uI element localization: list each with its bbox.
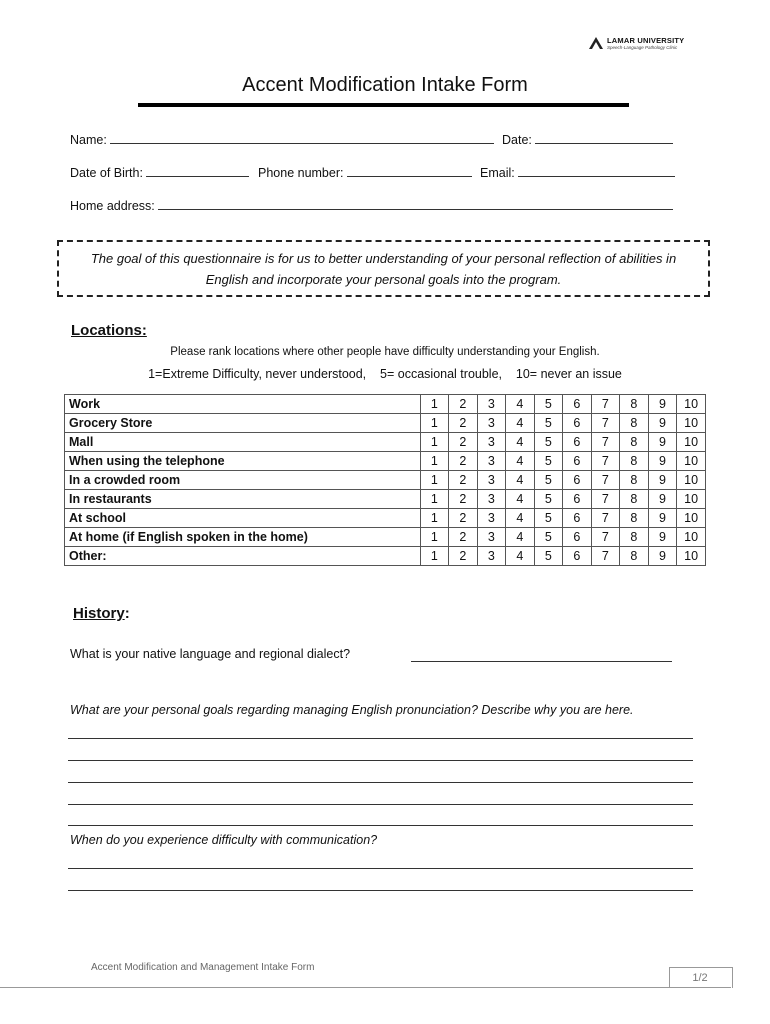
rating-option[interactable]: 9 <box>648 395 677 414</box>
rating-option[interactable]: 6 <box>563 528 592 547</box>
dob-field[interactable] <box>146 164 249 177</box>
rating-option[interactable]: 6 <box>563 414 592 433</box>
goals-answer-line[interactable] <box>68 782 693 783</box>
rating-option[interactable]: 10 <box>677 471 706 490</box>
rating-option[interactable]: 5 <box>534 509 563 528</box>
phone-field[interactable] <box>347 164 472 177</box>
rating-option[interactable]: 4 <box>506 433 535 452</box>
rating-option[interactable]: 6 <box>563 547 592 566</box>
location-label: At home (if English spoken in the home) <box>65 528 421 547</box>
footer-text: Accent Modification and Management Intake Form <box>91 962 315 973</box>
location-row <box>65 471 706 490</box>
rating-option[interactable]: 2 <box>449 509 478 528</box>
rating-option[interactable]: 4 <box>506 471 535 490</box>
rating-option[interactable]: 10 <box>677 490 706 509</box>
rating-option[interactable]: 1 <box>420 528 449 547</box>
rating-option[interactable]: 6 <box>563 452 592 471</box>
rating-option[interactable]: 8 <box>620 528 649 547</box>
rating-option[interactable]: 7 <box>591 395 620 414</box>
goal-note <box>57 248 710 290</box>
rating-option[interactable]: 4 <box>506 395 535 414</box>
location-label: Grocery Store <box>65 414 421 433</box>
rating-option[interactable]: 5 <box>534 395 563 414</box>
rating-option[interactable]: 2 <box>449 471 478 490</box>
rating-option[interactable]: 10 <box>677 528 706 547</box>
rating-option[interactable]: 9 <box>648 490 677 509</box>
rating-option[interactable]: 9 <box>648 547 677 566</box>
rating-option[interactable]: 2 <box>449 490 478 509</box>
address-label: Home address: <box>70 199 155 213</box>
rating-option[interactable]: 5 <box>534 528 563 547</box>
goals-answer-line[interactable] <box>68 804 693 805</box>
location-row <box>65 547 706 566</box>
rating-option[interactable]: 7 <box>591 509 620 528</box>
rating-option[interactable]: 4 <box>506 528 535 547</box>
name-row <box>70 131 494 147</box>
page-number: 1/2 <box>692 972 708 984</box>
locations-heading <box>71 322 147 339</box>
rating-option[interactable]: 8 <box>620 395 649 414</box>
rating-option[interactable]: 5 <box>534 471 563 490</box>
location-label: At school <box>65 509 421 528</box>
history-heading-text: History <box>73 605 125 622</box>
rating-option[interactable]: 6 <box>563 471 592 490</box>
rating-option[interactable]: 9 <box>648 528 677 547</box>
rating-option[interactable]: 1 <box>420 471 449 490</box>
rating-option[interactable]: 3 <box>477 528 506 547</box>
rating-option[interactable]: 1 <box>420 509 449 528</box>
university-seal-icon <box>588 36 604 50</box>
locations-instruction: Please rank locations where other people have difficulty understanding your English. <box>170 346 600 358</box>
rating-option[interactable]: 9 <box>648 414 677 433</box>
rating-option[interactable]: 2 <box>449 395 478 414</box>
location-row <box>65 490 706 509</box>
page-title: Accent Modification Intake Form <box>242 74 528 96</box>
rating-option[interactable]: 2 <box>449 414 478 433</box>
address-row <box>70 197 673 213</box>
rating-option[interactable]: 3 <box>477 414 506 433</box>
rating-option[interactable]: 10 <box>677 433 706 452</box>
name-label: Name: <box>70 133 107 147</box>
rating-option[interactable]: 3 <box>477 452 506 471</box>
rating-option[interactable]: 8 <box>620 490 649 509</box>
university-logo <box>588 34 688 56</box>
location-row <box>65 452 706 471</box>
rating-option[interactable]: 3 <box>477 547 506 566</box>
goals-answer-line[interactable] <box>68 760 693 761</box>
goals-answer-line[interactable] <box>68 738 693 739</box>
rating-option[interactable]: 9 <box>648 509 677 528</box>
rating-option[interactable]: 8 <box>620 414 649 433</box>
native-language-field[interactable] <box>411 661 672 662</box>
rating-option[interactable]: 6 <box>563 490 592 509</box>
location-label: Other: <box>65 547 421 566</box>
rating-option[interactable]: 1 <box>420 490 449 509</box>
rating-option[interactable]: 10 <box>677 509 706 528</box>
history-heading-colon: : <box>124 605 130 622</box>
rating-option[interactable]: 6 <box>563 509 592 528</box>
rating-option[interactable]: 8 <box>620 452 649 471</box>
rating-option[interactable]: 7 <box>591 452 620 471</box>
rating-option[interactable]: 3 <box>477 433 506 452</box>
address-field[interactable] <box>158 197 673 210</box>
footer-rule <box>0 987 731 988</box>
rating-option[interactable]: 9 <box>648 452 677 471</box>
date-field[interactable] <box>535 131 673 144</box>
phone-label: Phone number: <box>258 166 344 180</box>
rating-option[interactable]: 4 <box>506 414 535 433</box>
difficulty-answer-line[interactable] <box>68 890 693 891</box>
date-row <box>502 131 673 147</box>
rating-option[interactable]: 5 <box>534 452 563 471</box>
rating-option[interactable]: 9 <box>648 433 677 452</box>
rating-option[interactable]: 10 <box>677 414 706 433</box>
location-row <box>65 433 706 452</box>
rating-option[interactable]: 4 <box>506 490 535 509</box>
history-heading <box>73 605 130 622</box>
rating-option[interactable]: 5 <box>534 433 563 452</box>
difficulty-question: When do you experience difficulty with communication? <box>70 833 378 847</box>
title-underline <box>138 103 629 107</box>
logo-name: LAMAR UNIVERSITY <box>607 36 685 45</box>
logo-subtitle: Speech-Language Pathology Clinic <box>607 45 678 50</box>
location-label: When using the telephone <box>65 452 421 471</box>
location-row <box>65 509 706 528</box>
location-row <box>65 414 706 433</box>
rating-option[interactable]: 1 <box>420 395 449 414</box>
rating-option[interactable]: 3 <box>477 509 506 528</box>
native-language-question: What is your native language and regional dialect? <box>70 647 351 661</box>
locations-rating-table <box>64 394 706 566</box>
rating-option[interactable]: 3 <box>477 490 506 509</box>
email-row <box>480 164 675 180</box>
rating-option[interactable]: 2 <box>449 433 478 452</box>
date-label: Date: <box>502 133 532 147</box>
locations-heading-text: Locations: <box>71 322 147 339</box>
rating-option[interactable]: 6 <box>563 395 592 414</box>
rating-option[interactable]: 8 <box>620 471 649 490</box>
rating-option[interactable]: 2 <box>449 452 478 471</box>
location-label: In restaurants <box>65 490 421 509</box>
rating-option[interactable]: 7 <box>591 528 620 547</box>
email-label: Email: <box>480 166 515 180</box>
rating-option[interactable]: 7 <box>591 414 620 433</box>
rating-option[interactable]: 7 <box>591 547 620 566</box>
rating-option[interactable]: 4 <box>506 509 535 528</box>
name-field[interactable] <box>110 131 494 144</box>
goal-note-line1: The goal of this questionnaire is for us to better understanding of your personal reflection of abilities in <box>90 251 677 266</box>
rating-option[interactable]: 1 <box>420 452 449 471</box>
rating-option[interactable]: 10 <box>677 395 706 414</box>
location-label: In a crowded room <box>65 471 421 490</box>
goal-note-line2: English and incorporate your personal goals into the program. <box>205 272 562 287</box>
rating-option[interactable]: 10 <box>677 452 706 471</box>
rating-option[interactable]: 3 <box>477 395 506 414</box>
rating-option[interactable]: 1 <box>420 414 449 433</box>
rating-option[interactable]: 8 <box>620 547 649 566</box>
rating-option[interactable]: 4 <box>506 452 535 471</box>
location-row <box>65 528 706 547</box>
rating-scale: 1=Extreme Difficulty, never understood, 5= occasional trouble, 10= never an issue <box>148 367 622 381</box>
rating-option[interactable]: 4 <box>506 547 535 566</box>
email-field[interactable] <box>518 164 675 177</box>
rating-option[interactable]: 2 <box>449 547 478 566</box>
location-row <box>65 395 706 414</box>
rating-option[interactable]: 3 <box>477 471 506 490</box>
rating-option[interactable]: 1 <box>420 547 449 566</box>
rating-option[interactable]: 9 <box>648 471 677 490</box>
location-label: Work <box>65 395 421 414</box>
rating-option[interactable]: 7 <box>591 490 620 509</box>
dob-row <box>70 164 249 180</box>
rating-option[interactable]: 5 <box>534 490 563 509</box>
rating-option[interactable]: 8 <box>620 509 649 528</box>
rating-option[interactable]: 8 <box>620 433 649 452</box>
rating-option[interactable]: 1 <box>420 433 449 452</box>
goals-question: What are your personal goals regarding managing English pronunciation? Describe why you are here. <box>70 703 634 717</box>
rating-option[interactable]: 5 <box>534 547 563 566</box>
rating-option[interactable]: 5 <box>534 414 563 433</box>
rating-option[interactable]: 7 <box>591 433 620 452</box>
rating-option[interactable]: 7 <box>591 471 620 490</box>
goals-answer-line[interactable] <box>68 825 693 826</box>
difficulty-answer-line[interactable] <box>68 868 693 869</box>
rating-option[interactable]: 6 <box>563 433 592 452</box>
dob-label: Date of Birth: <box>70 166 143 180</box>
location-label: Mall <box>65 433 421 452</box>
rating-option[interactable]: 10 <box>677 547 706 566</box>
rating-option[interactable]: 2 <box>449 528 478 547</box>
phone-row <box>258 164 472 180</box>
